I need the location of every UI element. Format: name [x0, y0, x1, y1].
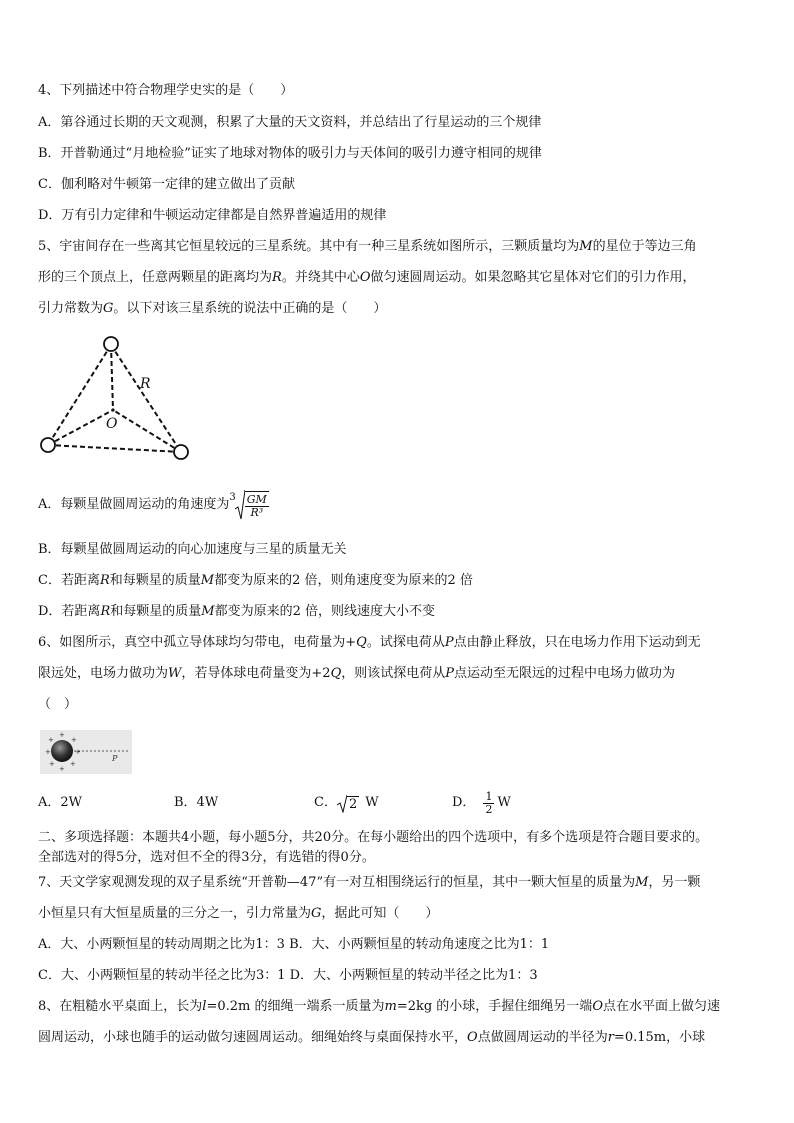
- label-R: R: [140, 376, 151, 392]
- triangle-edge-bottom: [48, 445, 181, 452]
- svg-text:+: +: [45, 748, 51, 756]
- q5-option-a: A．每颗星做圆周运动的角速度为 3 $\frac{GM}{\text{R³}}$: [38, 488, 768, 522]
- q5-stem-line3: 引力常数为G。以下对该三星系统的说法中正确的是（ ）: [38, 301, 387, 316]
- q6-stem-line3: （ ）: [38, 697, 78, 712]
- q7-stem-line2: 小恒星只有大恒星质量的三分之一，引力常量为G，据此可知（ ）: [38, 906, 439, 921]
- sqrt-expression: 3 $\frac{GM}{\text{R³}}$: [229, 489, 271, 521]
- q4-option-c: C．伽利略对牛顿第一定律的建立做出了贡献: [38, 177, 295, 192]
- q6-option-b: B．4W: [174, 795, 219, 810]
- section2-line1: 二、多项选择题：本题共4小题，每小题5分，共20分。在每小题给出的四个选项中，有多个选项是符合题目要求的。: [38, 830, 709, 845]
- section2-line2: 全部选对的得5分，选对但不全的得3分，有选错的得0分。: [38, 850, 375, 865]
- svg-text:+: +: [59, 731, 65, 739]
- label-O: O: [106, 416, 118, 432]
- center-point: [111, 408, 114, 411]
- star-top: [104, 337, 118, 351]
- label-P: P: [112, 754, 118, 763]
- q7-stem-line1: 7、天文学家观测发现的双子星系统“开普勒—47”有一对互相围绕运行的恒星，其中一颗大恒星的质量为M，另一颗: [38, 875, 701, 890]
- svg-text:+: +: [70, 760, 76, 768]
- charged-sphere-diagram: [40, 730, 132, 774]
- q5-stem-line2: 形的三个顶点上，任意两颗星的距离均为R。并绕其中心O做匀速圆周运动。如果忽略其它星体对它们的引力作用，: [38, 270, 696, 285]
- q6-option-c: C． 2 W: [314, 795, 379, 812]
- q5-option-b: B．每颗星做圆周运动的向心加速度与三星的质量无关: [38, 542, 347, 557]
- svg-text:+: +: [59, 765, 65, 773]
- triangle-edge-right: [111, 345, 181, 452]
- svg-text:+: +: [48, 736, 54, 744]
- q6-stem-line2: 限远处，电场力做功为W，若导体球电荷量变为+2Q，则该试探电荷从P点运动至无限远的过程中电场力做功为: [38, 666, 676, 681]
- svg-text:+: +: [49, 760, 55, 768]
- center-line-top: [111, 345, 113, 410]
- q5-option-c: C．若距离R和每颗星的质量M都变为原来的2 倍，则角速度变为原来的2 倍: [38, 573, 473, 588]
- svg-text:+: +: [75, 748, 81, 756]
- radical-sign: [235, 489, 245, 521]
- q8-stem-line2: 圆周运动，小球也随手的运动做匀速圆周运动。细绳始终与桌面保持水平，O点做圆周运动的半径为r=0.15m，小球: [38, 1030, 706, 1045]
- svg-text:+: +: [71, 736, 77, 744]
- q8-stem-line1: 8、在粗糙水平桌面上，长为l=0.2m 的细绳一端系一质量为m=2kg 的小球，手握住细绳另一端O点在水平面上做匀速: [38, 999, 720, 1014]
- center-line-right: [113, 410, 181, 452]
- q4-option-a: A．第谷通过长期的天文观测，积累了大量的天文资料，并总结出了行星运动的三个规律: [38, 115, 542, 130]
- star-bottom-left: [41, 438, 55, 452]
- q6-option-a: A．2W: [38, 795, 83, 810]
- q4-stem: 4、下列描述中符合物理学史实的是（ ）: [38, 83, 294, 98]
- conductor-sphere: [51, 740, 73, 762]
- q6-stem-line1: 6、如图所示，真空中孤立导体球均匀带电，电荷量为+Q。试探电荷从P点由静止释放，只在电场力作用下运动到无: [38, 635, 701, 650]
- q6-options: [38, 786, 768, 820]
- triangle-edge-left: [48, 345, 111, 445]
- q7-options-cd: C．大、小两颗恒星的转动半径之比为3：1 D．大、小两颗恒星的转动半径之比为1：3: [38, 968, 538, 983]
- q5-option-d: D．若距离R和每颗星的质量M都变为原来的2 倍，则线速度大小不变: [38, 604, 435, 619]
- q4-option-d: D．万有引力定律和牛顿运动定律都是自然界普遍适用的规律: [38, 208, 387, 223]
- q5-stem-line1: 5、宇宙间存在一些离其它恒星较远的三星系统。其中有一种三星系统如图所示，三颗质量均为M的星位于等边三角: [38, 239, 697, 254]
- q7-options-ab: A．大、小两颗恒星的转动周期之比为1：3 B．大、小两颗恒星的转动角速度之比为1：1: [38, 937, 550, 952]
- star-bottom-right: [174, 445, 188, 459]
- radical-sign: [337, 793, 347, 813]
- center-line-left: [48, 410, 113, 445]
- q4-option-b: B．开普勒通过“月地检验”证实了地球对物体的吸引力与天体间的吸引力遵守相同的规律: [38, 146, 542, 161]
- three-star-diagram: [36, 330, 196, 465]
- q6-option-d: D． $\frac{1}{2}$ W: [452, 789, 511, 816]
